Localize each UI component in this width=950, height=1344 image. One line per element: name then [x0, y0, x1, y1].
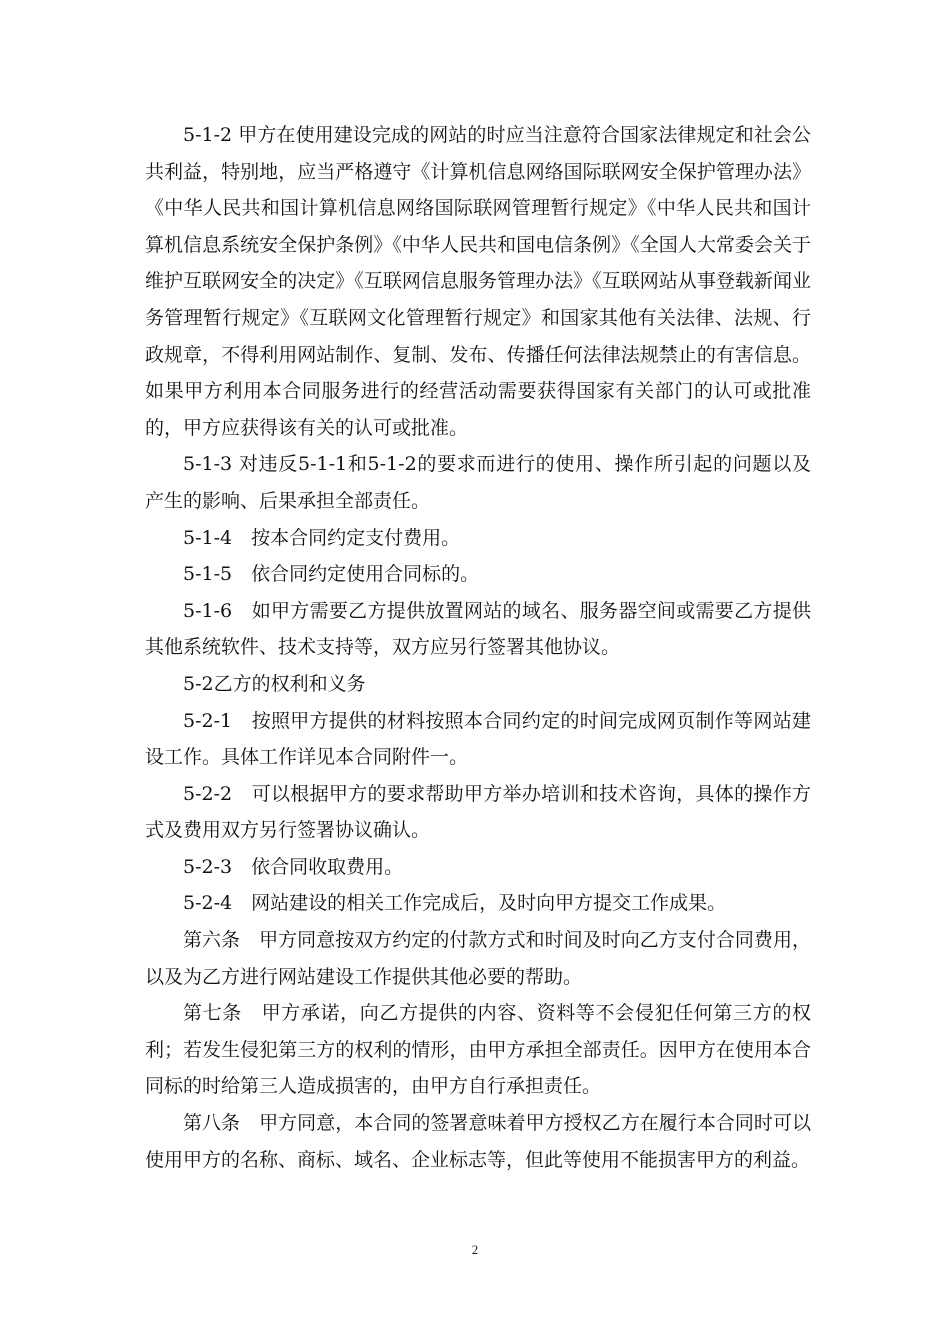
clause-5-1-6: 5-1-6 如甲方需要乙方提供放置网站的域名、服务器空间或需要乙方提供其他系统软件、技术支持等，双方应另行签署其他协议。	[145, 599, 811, 659]
clause-5-1-4: 5-1-4 按本合同约定支付费用。	[183, 526, 461, 549]
clause-5-2-1: 5-2-1 按照甲方提供的材料按照本合同约定的时间完成网页制作等网站建设工作。具体工作详见本合同附件一。	[145, 709, 811, 769]
clause-5-1-3: 5-1-3 对违反5-1-1和5-1-2的要求而进行的使用、操作所引起的问题以及产生的影响、后果承担全部责任。	[145, 453, 811, 512]
clause-5-2-3: 5-2-3 依合同收取费用。	[183, 855, 404, 878]
article-seven: 第七条 甲方承诺，向乙方提供的内容、资料等不会侵犯任何第三方的权利；若发生侵犯第三方的权利的情形，由甲方承担全部责任。因甲方在使用本合同标的时给第三人造成损害的，由甲方自行承担责任。	[145, 1002, 811, 1098]
clause-5-2-2: 5-2-2 可以根据甲方的要求帮助甲方举办培训和技术咨询，具体的操作方式及费用双方另行签署协议确认。	[145, 782, 811, 842]
article-eight: 第八条 甲方同意，本合同的签署意味着甲方授权乙方在履行本合同时可以使用甲方的名称、商标、域名、企业标志等，但此等使用不能损害甲方的利益。	[145, 1112, 811, 1171]
section-heading-5-2: 5-2乙方的权利和义务	[183, 672, 366, 695]
clause-5-2-4: 5-2-4 网站建设的相关工作完成后，及时向甲方提交工作成果。	[183, 892, 727, 915]
clause-5-1-5: 5-1-5 依合同约定使用合同标的。	[183, 563, 480, 586]
article-six: 第六条 甲方同意按双方约定的付款方式和时间及时向乙方支付合同费用，以及为乙方进行网站建设工作提供其他必要的帮助。	[145, 929, 811, 988]
page-number: 2	[471, 1242, 479, 1257]
document-body	[145, 117, 811, 1178]
clause-5-1-2: 5-1-2 甲方在使用建设完成的网站的时应当注意符合国家法律规定和社会公共利益，特别地，应当严格遵守《计算机信息网络国际联网安全保护管理办法》《中华人民共和国计算机信息网络国际联网管理暂行规定》《中华人民共和国计算机信息系统安全保护条例》《中华人民共和国电信条例》《全国人大常委会关于维护互联网安全的决定》《互联网信息服务管理办法》《互联网站从事登载新闻业务管理暂行规定》《互联网文化管理暂行规定》和国家其他有关法律、法规、行政规章，不得利用网站制作、复制、发布、传播任何法律法规禁止的有害信息。如果甲方利用本合同服务进行的经营活动需要获得国家有关部门的认可或批准的，甲方应获得该有关的认可或批准。	[145, 124, 811, 439]
